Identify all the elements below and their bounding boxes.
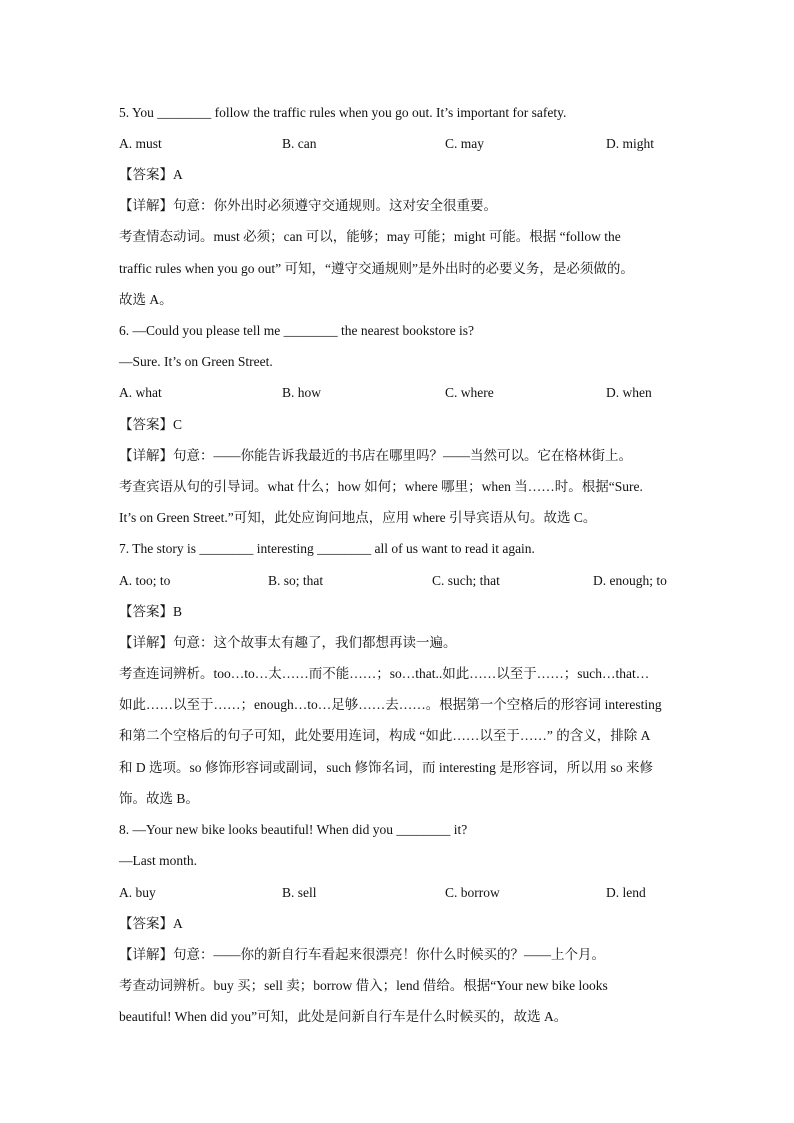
- explanation-line: 如此……以至于……；enough…to…足够……去……。根据第一个空格后的形容词 interesting: [119, 697, 662, 712]
- explanation-line: 和 D 选项。so 修饰形容词或副词，such 修饰名词，而 interesting 是形容词，所以用 so 来修: [119, 760, 653, 775]
- question-stem: 8. —Your new bike looks beautiful! When did you ________ it?: [119, 822, 468, 837]
- explanation-line: 考查动词辨析。buy 买；sell 卖；borrow 借入；lend 借给。根据“Your new bike looks: [119, 978, 608, 993]
- question-stem: 6. —Could you please tell me ________ the nearest bookstore is?: [119, 323, 475, 338]
- explanation-line: 【详解】句意：这个故事太有趣了，我们都想再读一遍。: [119, 635, 457, 650]
- explanation-line: 【详解】句意：——你能告诉我最近的书店在哪里吗？——当然可以。它在格林街上。: [119, 448, 632, 463]
- option-d: D. when: [606, 385, 652, 400]
- option-c: C. borrow: [445, 885, 500, 900]
- explanation-line: beautiful! When did you”可知，此处是问新自行车是什么时候买的，故选 A。: [119, 1009, 568, 1024]
- explanation-line: 考查连词辨析。too…to…太……而不能……；so…that..如此……以至于……；such…that…: [119, 666, 650, 681]
- option-a: A. what: [119, 385, 162, 400]
- answer-line: 【答案】C: [119, 417, 183, 432]
- explanation-line: 饰。故选 B。: [119, 791, 199, 806]
- option-a: A. too; to: [119, 573, 171, 588]
- explanation-line: 考查宾语从句的引导词。what 什么；how 如何；where 哪里；when 当……时。根据“Sure.: [119, 479, 643, 494]
- explanation-line: 【详解】句意：你外出时必须遵守交通规则。这对安全很重要。: [119, 198, 497, 213]
- answer-line: 【答案】B: [119, 604, 183, 619]
- question-stem: 7. The story is ________ interesting ________ all of us want to read it again.: [119, 541, 535, 556]
- explanation-line: 故选 A。: [119, 292, 173, 307]
- explanation-line: traffic rules when you go out” 可知，“遵守交通规则”是外出时的必要义务，是必须做的。: [119, 261, 634, 276]
- option-c: C. where: [445, 385, 494, 400]
- explanation-line: 和第二个空格后的句子可知，此处要用连词，构成 “如此……以至于……” 的含义，排除 A: [119, 728, 651, 743]
- explanation-line: 考查情态动词。must 必须；can 可以，能够；may 可能；might 可能。根据 “follow the: [119, 229, 621, 244]
- option-d: D. lend: [606, 885, 646, 900]
- option-c: C. such; that: [432, 573, 500, 588]
- option-b: B. can: [282, 136, 317, 151]
- answer-line: 【答案】A: [119, 167, 183, 182]
- option-a: A. must: [119, 136, 162, 151]
- option-d: D. might: [606, 136, 655, 151]
- option-c: C. may: [445, 136, 484, 151]
- option-a: A. buy: [119, 885, 156, 900]
- question-stem: —Last month.: [119, 853, 197, 868]
- explanation-line: It’s on Green Street.”可知，此处应询问地点，应用 where 引导宾语从句。故选 C。: [119, 510, 597, 525]
- option-b: B. sell: [282, 885, 317, 900]
- option-b: B. so; that: [268, 573, 324, 588]
- option-d: D. enough; to: [593, 573, 667, 588]
- explanation-line: 【详解】句意：——你的新自行车看起来很漂亮！你什么时候买的？——上个月。: [119, 947, 605, 962]
- question-stem: 5. You ________ follow the traffic rules when you go out. It’s important for safety.: [119, 105, 567, 120]
- answer-line: 【答案】A: [119, 916, 183, 931]
- question-stem: —Sure. It’s on Green Street.: [119, 354, 273, 369]
- option-b: B. how: [282, 385, 322, 400]
